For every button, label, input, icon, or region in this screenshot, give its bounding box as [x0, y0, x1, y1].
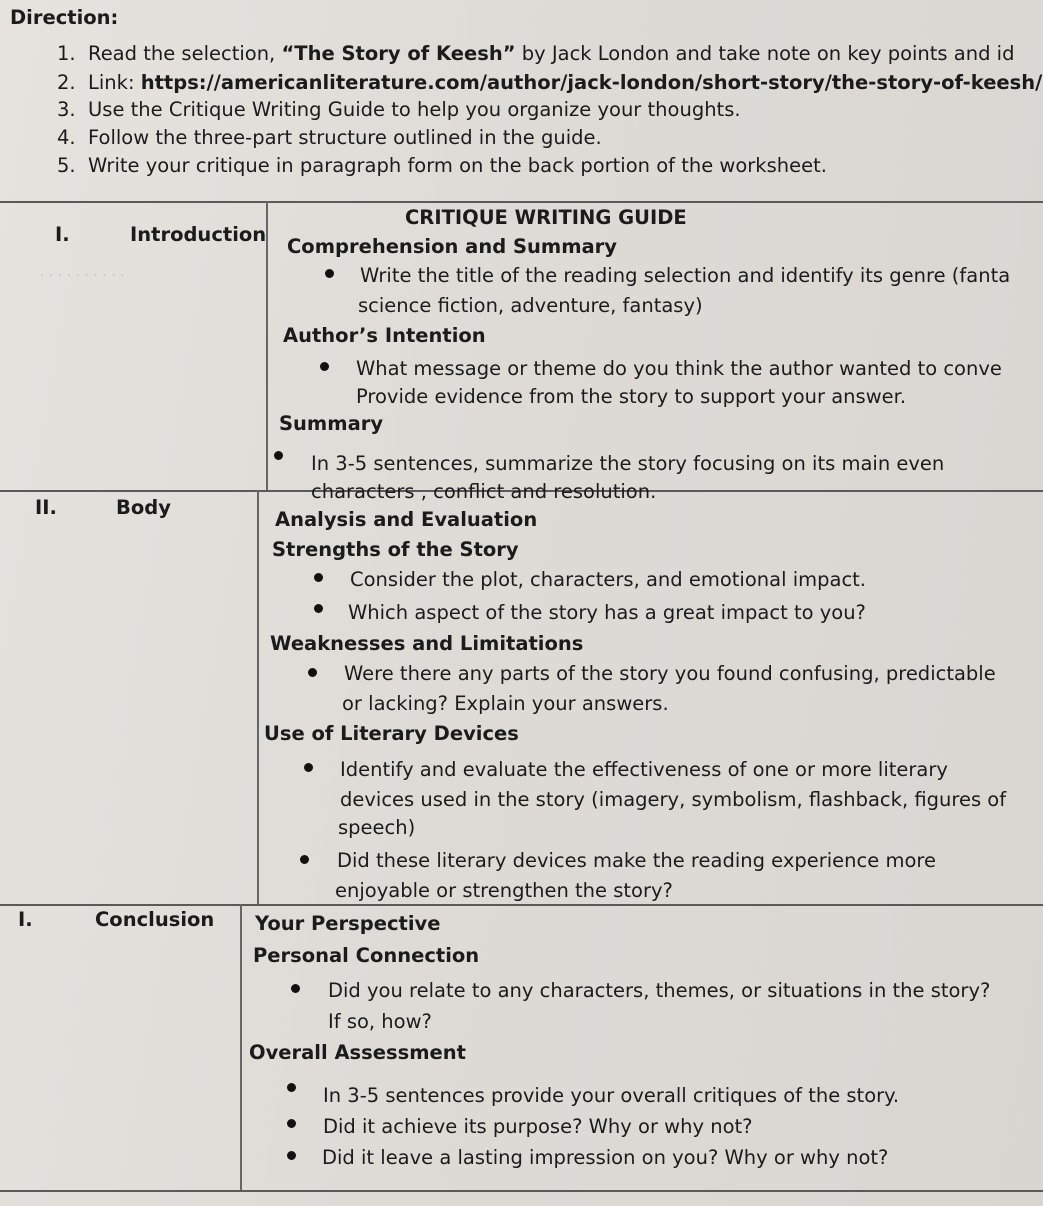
step-number: 2.: [57, 71, 76, 94]
row-divider: [0, 904, 1043, 906]
bullet-text: Did it leave a lasting impression on you? Why or why not?: [322, 1146, 889, 1169]
bullet-icon: [274, 451, 283, 460]
bullet-text: Did you relate to any characters, themes, or situations in the story?: [328, 979, 991, 1002]
bullet-text: Which aspect of the story has a great impact to you?: [348, 601, 866, 624]
section-name-conclusion: Conclusion: [95, 908, 215, 931]
guide-title: CRITIQUE WRITING GUIDE: [405, 206, 687, 229]
subheading: Personal Connection: [253, 944, 480, 967]
bullet-icon: [287, 1083, 296, 1092]
bullet-text: science fiction, adventure, fantasy): [358, 294, 703, 317]
section-name-introduction: Introduction: [130, 223, 267, 246]
subheading: Strengths of the Story: [272, 538, 519, 561]
direction-step-2: [57, 71, 1042, 95]
column-divider: [257, 490, 259, 904]
bullet-icon: [291, 984, 300, 993]
section-heading: Comprehension and Summary: [287, 235, 618, 258]
step-number: 1.: [57, 42, 76, 65]
column-divider: [240, 904, 242, 1190]
bullet-icon: [300, 855, 309, 864]
step-text: Use the Critique Writing Guide to help you organize your thoughts.: [88, 98, 741, 121]
bullet-text: Did it achieve its purpose? Why or why not?: [323, 1115, 753, 1138]
bullet-icon: [314, 573, 323, 582]
bullet-text: If so, how?: [328, 1010, 432, 1033]
bleed-through-text: · · · · · · · · · ·: [40, 268, 125, 284]
bullet-text: Identify and evaluate the effectiveness of one or more literary: [340, 758, 948, 781]
direction-step-3: [57, 98, 741, 122]
bullet-icon: [287, 1119, 296, 1128]
column-divider: [266, 201, 268, 490]
bullet-text: Did these literary devices make the reading experience more: [337, 849, 936, 872]
bullet-text: devices used in the story (imagery, symbolism, flashback, figures of: [340, 788, 1007, 811]
story-title: “The Story of Keesh”: [281, 42, 516, 65]
bullet-text: characters , conflict and resolution.: [311, 480, 657, 503]
bullet-text: speech): [338, 816, 416, 839]
section-numeral: I.: [55, 223, 70, 246]
step-number: 5.: [57, 154, 76, 177]
bullet-icon: [314, 604, 323, 613]
bullet-text: What message or theme do you think the author wanted to conve: [356, 357, 1002, 380]
story-link[interactable]: https://americanliterature.com/author/jack-london/short-story/the-story-of-keesh/: [140, 71, 1043, 94]
bullet-text: Were there any parts of the story you found confusing, predictable: [344, 662, 996, 685]
bullet-text: Provide evidence from the story to support your answer.: [356, 385, 907, 408]
direction-step-5: [57, 154, 827, 178]
section-heading: Your Perspective: [255, 912, 441, 935]
subheading: Summary: [279, 412, 384, 435]
section-numeral: I.: [18, 908, 33, 931]
bullet-icon: [287, 1151, 296, 1160]
step-number: 3.: [57, 98, 76, 121]
subheading: Weaknesses and Limitations: [270, 632, 584, 655]
bullet-text: enjoyable or strengthen the story?: [335, 879, 673, 902]
step-text: Read the selection,: [88, 42, 282, 65]
section-heading: Analysis and Evaluation: [275, 508, 538, 531]
subheading: Overall Assessment: [249, 1041, 466, 1064]
direction-step-4: [57, 126, 602, 150]
bullet-text: In 3-5 sentences, summarize the story focusing on its main even: [311, 452, 945, 475]
table-bottom-border: [0, 1190, 1043, 1192]
direction-step-1: [57, 42, 1014, 66]
bullet-icon: [320, 362, 329, 371]
bullet-icon: [304, 763, 313, 772]
section-numeral: II.: [35, 496, 57, 519]
bullet-text: Consider the plot, characters, and emotional impact.: [350, 568, 867, 591]
bullet-text: or lacking? Explain your answers.: [342, 692, 669, 715]
section-name-body: Body: [116, 496, 171, 519]
step-text: by Jack London and take note on key points and id: [515, 42, 1015, 65]
step-text: Write your critique in paragraph form on the back portion of the worksheet.: [88, 154, 827, 177]
direction-heading: Direction:: [10, 6, 119, 29]
subheading: Use of Literary Devices: [264, 722, 519, 745]
subheading: Author’s Intention: [283, 324, 486, 347]
bullet-icon: [308, 668, 317, 677]
step-number: 4.: [57, 126, 76, 149]
bullet-text: In 3-5 sentences provide your overall critiques of the story.: [323, 1084, 900, 1107]
bullet-text: Write the title of the reading selection and identify its genre (fanta: [360, 264, 1011, 287]
step-text: Follow the three-part structure outlined in the guide.: [88, 126, 602, 149]
step-text: Link:: [88, 71, 141, 94]
table-top-border: [0, 201, 1043, 203]
bullet-icon: [325, 269, 334, 278]
